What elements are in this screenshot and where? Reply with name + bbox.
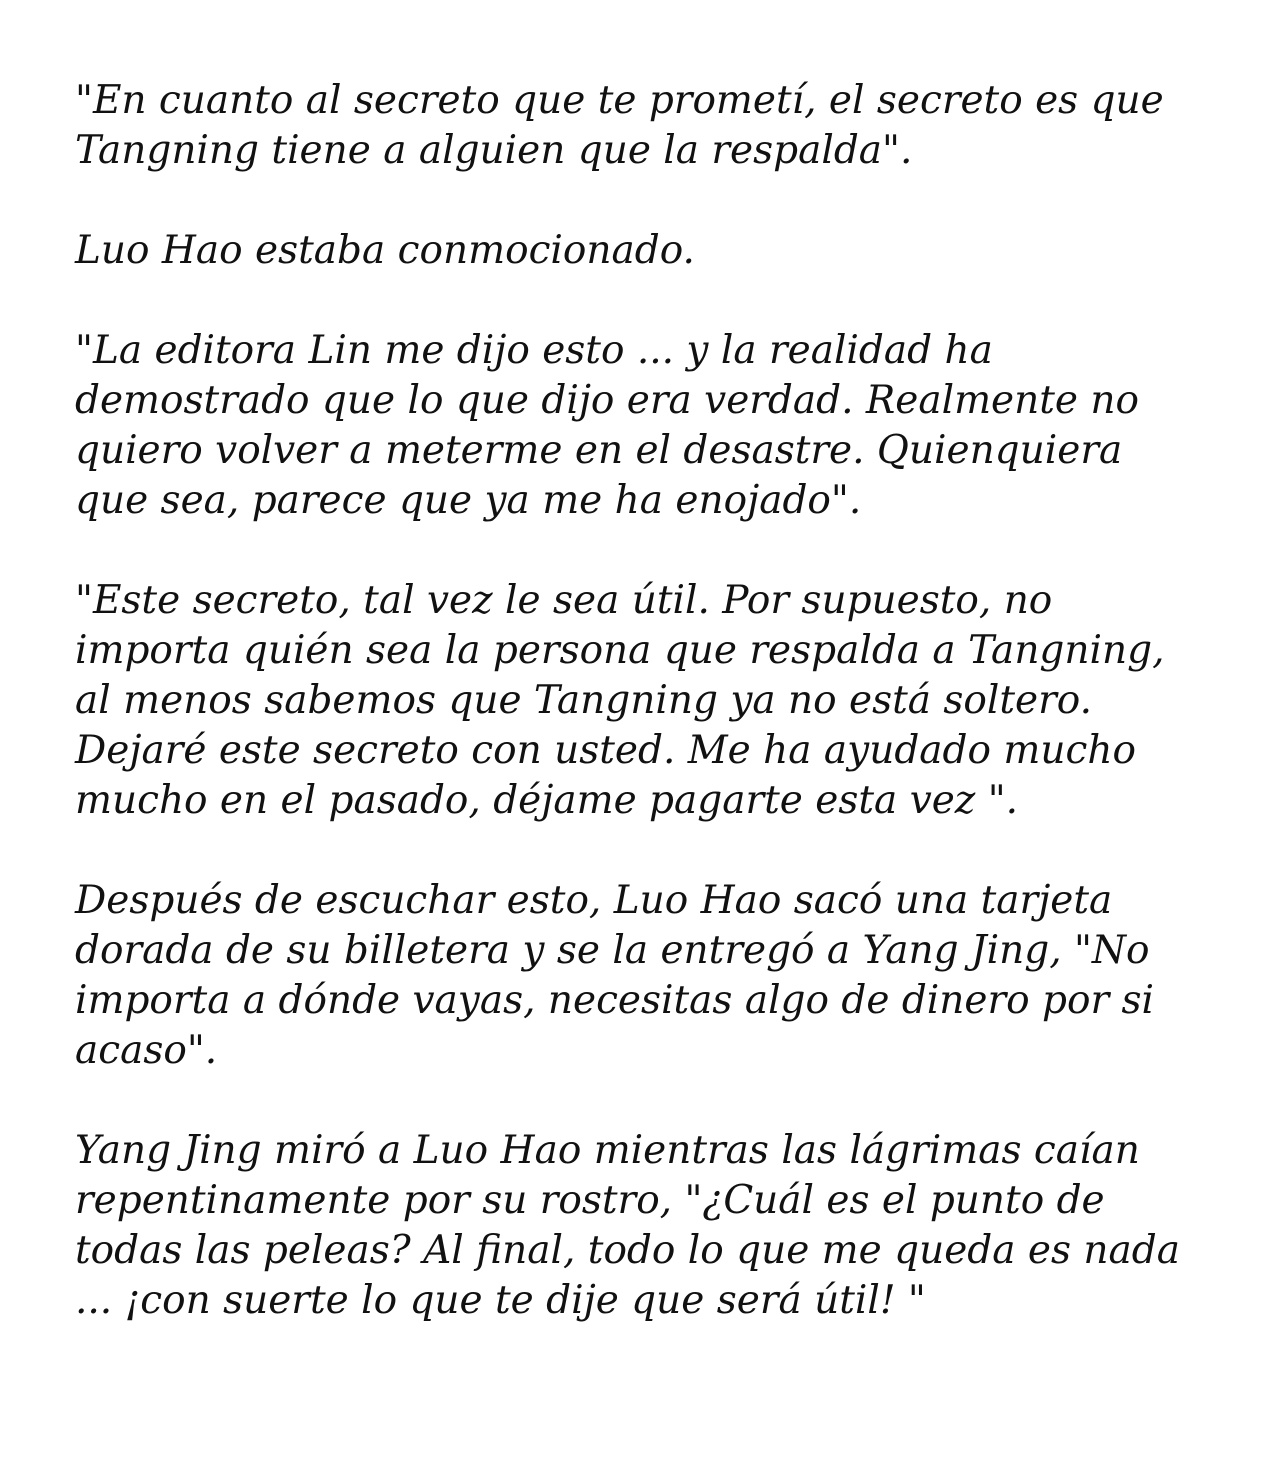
- paragraph-4: "Este secreto, tal vez le sea útil. Por supuesto, no importa quién sea la persona que respalda a Tangning, al menos sabemos que Tangning ya no está soltero. Dejaré este secreto con usted. Me ha ayudado mucho mucho en el pasado, déjame pagarte esta vez ".: [75, 578, 1165, 823]
- paragraph-1: "En cuanto al secreto que te prometí, el secreto es que Tangning tiene a alguien que la respalda".: [75, 78, 1164, 173]
- paragraph-3: "La editora Lin me dijo esto ... y la realidad ha demostrado que lo que dijo era verdad. Realmente no quiero volver a meterme en el desastre. Quienquiera que sea, parece que ya me ha enojado".: [75, 328, 1140, 523]
- document-body: [75, 76, 1205, 1326]
- paragraph-2: Luo Hao estaba conmocionado.: [75, 228, 695, 273]
- paragraph-5: Después de escuchar esto, Luo Hao sacó una tarjeta dorada de su billetera y se la entregó a Yang Jing, "No importa a dónde vayas, necesitas algo de dinero por si acaso".: [75, 878, 1154, 1073]
- paragraph-6: Yang Jing miró a Luo Hao mientras las lágrimas caían repentinamente por su rostro, "¿Cuál es el punto de todas las peleas? Al final, todo lo que me queda es nada ... ¡con suerte lo que te dije que será útil! ": [75, 1128, 1180, 1323]
